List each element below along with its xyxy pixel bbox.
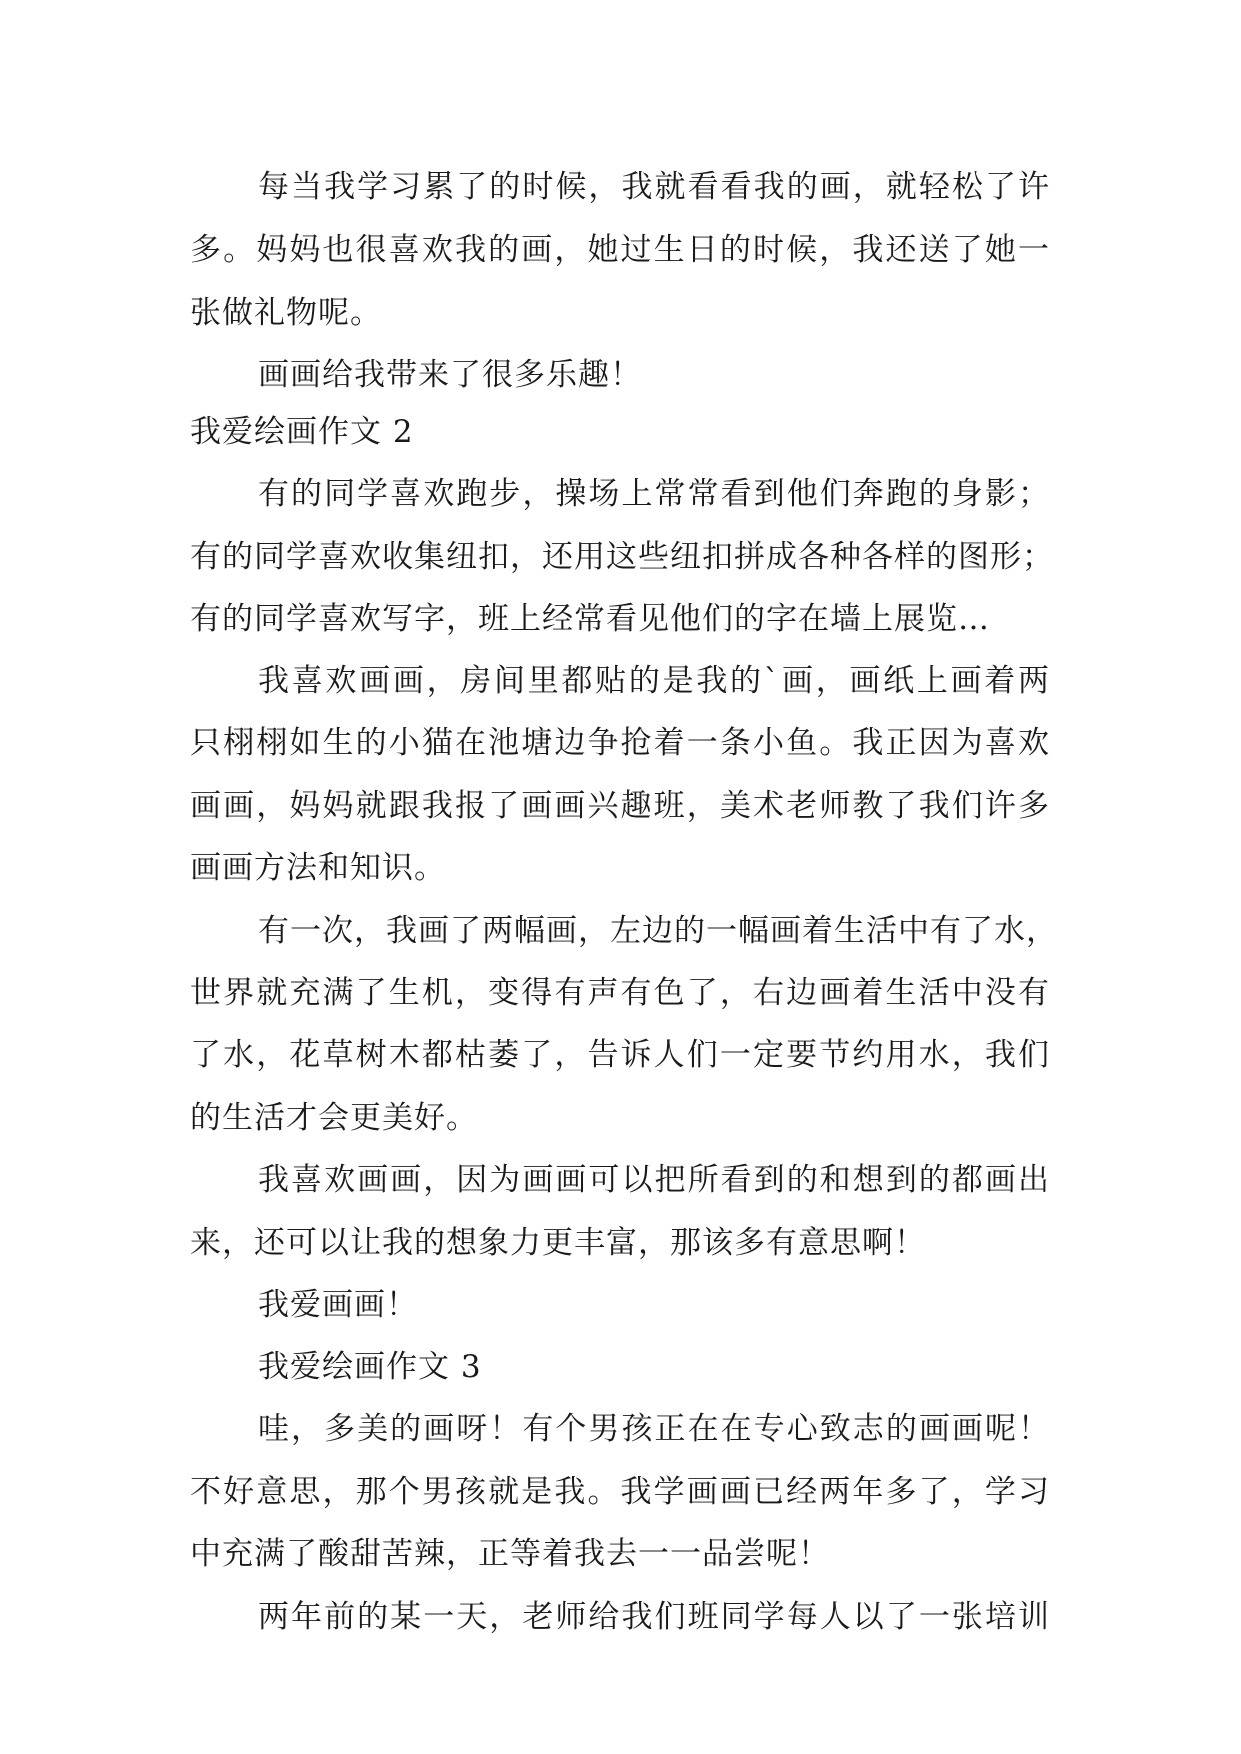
text-line: 多。妈妈也很喜欢我的画，她过生日的时候，我还送了她一 bbox=[190, 232, 1050, 268]
text-line: 画画，妈妈就跟我报了画画兴趣班，美术老师教了我们许多 bbox=[190, 788, 1050, 824]
text-line: 有的同学喜欢收集纽扣，还用这些纽扣拼成各种各样的图形； bbox=[190, 539, 1054, 575]
text-line: 有的同学喜欢跑步，操场上常常看到他们奔跑的身影； bbox=[258, 476, 1050, 512]
text-line: 有的同学喜欢写字，班上经常看见他们的字在墙上展览… bbox=[190, 601, 990, 637]
text-line: 张做礼物呢。 bbox=[190, 295, 382, 331]
text-line: 中充满了酸甜苦辣，正等着我去一一品尝呢！ bbox=[190, 1536, 830, 1572]
text-line: 两年前的某一天，老师给我们班同学每人以了一张培训 bbox=[258, 1599, 1050, 1635]
text-line: 我爱画画！ bbox=[258, 1287, 418, 1323]
text-line: 世界就充满了生机，变得有声有色了，右边画着生活中没有 bbox=[190, 975, 1050, 1011]
text-line: 来，还可以让我的想象力更丰富，那该多有意思啊！ bbox=[190, 1225, 926, 1261]
text-line: 不好意思，那个男孩就是我。我学画画已经两年多了，学习 bbox=[190, 1474, 1050, 1510]
text-line: 了水，花草树木都枯萎了，告诉人们一定要节约用水，我们 bbox=[190, 1037, 1050, 1073]
text-line: 哇，多美的画呀！有个男孩正在在专心致志的画画呢！ bbox=[258, 1411, 1050, 1447]
section-heading: 我爱绘画作文 2 bbox=[190, 414, 414, 450]
text-line: 画画给我带来了很多乐趣！ bbox=[258, 357, 642, 393]
text-line: 我喜欢画画，因为画画可以把所看到的和想到的都画出 bbox=[258, 1162, 1050, 1198]
text-line: 我喜欢画画，房间里都贴的是我的`画，画纸上画着两 bbox=[258, 663, 1050, 699]
text-line: 只栩栩如生的小猫在池塘边争抢着一条小鱼。我正因为喜欢 bbox=[190, 725, 1050, 761]
document-page bbox=[190, 0, 1058, 1754]
section-heading: 我爱绘画作文 3 bbox=[258, 1349, 482, 1385]
text-line: 画画方法和知识。 bbox=[190, 850, 446, 886]
text-line: 的生活才会更美好。 bbox=[190, 1100, 478, 1136]
text-line: 有一次，我画了两幅画，左边的一幅画着生活中有了水， bbox=[258, 913, 1058, 949]
text-line: 每当我学习累了的时候，我就看看我的画，就轻松了许 bbox=[258, 169, 1050, 205]
